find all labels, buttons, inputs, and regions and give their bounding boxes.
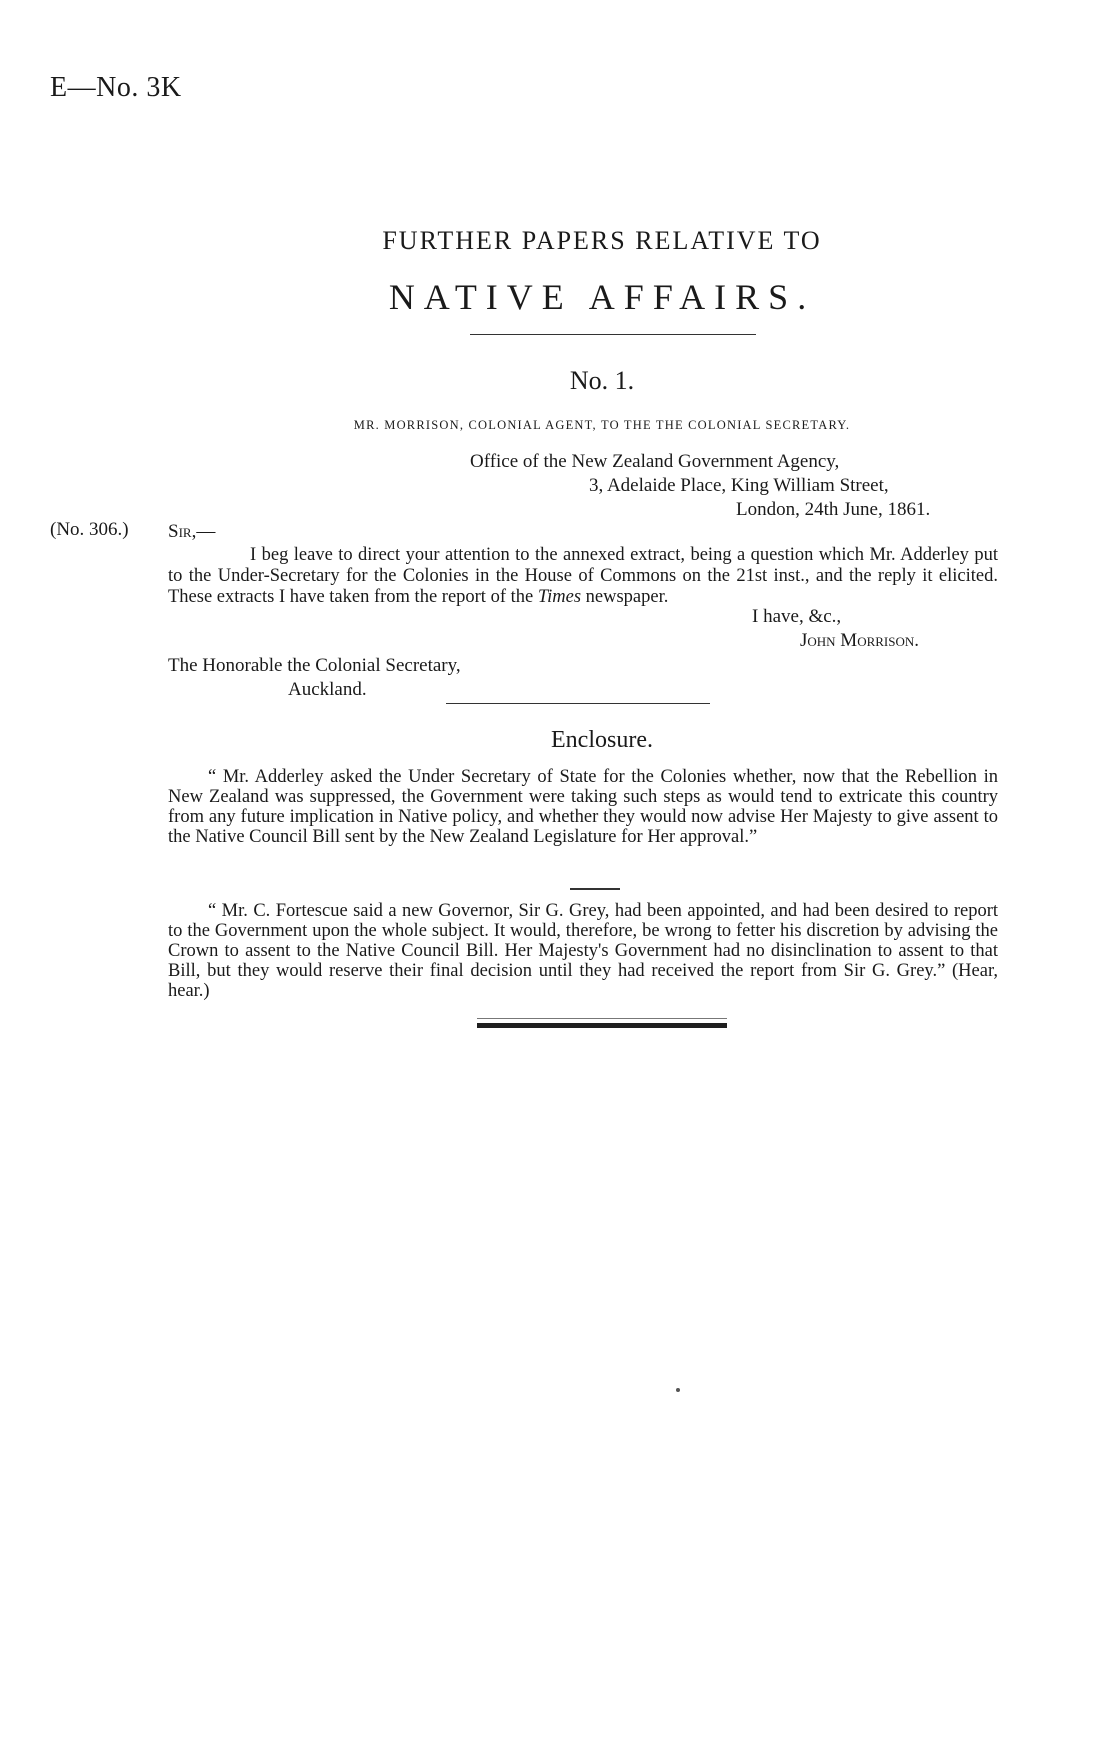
address-line-2: 3, Adelaide Place, King William Street, [589, 475, 889, 496]
letter-body [168, 545, 998, 608]
document-number: No. 1. [569, 366, 635, 395]
title-divider [470, 334, 756, 335]
enclosure-paragraph-2 [168, 901, 998, 1001]
enclosure-heading: Enclosure. [551, 727, 653, 753]
letter-body-text-end: newspaper. [581, 587, 669, 607]
newspaper-title: Times [537, 587, 582, 607]
address-line-3: London, 24th June, 1861. [736, 499, 931, 520]
enclosure-paragraph-1 [168, 767, 998, 847]
recipient-line-1: The Honorable the Colonial Secretary, [168, 655, 461, 676]
enclosure-paragraph-2-text: “ Mr. C. Fortescue said a new Governor, Sir G. Grey, had been appointed, and had been desired to report to the Government upon the whole subject. It would, therefore, be wrong to fetter his discretion by advising the Crown to assent to the Native Council Bill. Her Majesty's Government had no disinclination to assent to that Bill, but they would reserve their final decision until they had received the report from Sir G. Grey.” (Hear, hear.) [168, 901, 998, 1001]
document-title-line2: NATIVE AFFAIRS. [388, 277, 816, 317]
enclosure-divider [446, 703, 710, 704]
enclosure-paragraph-1-text: “ Mr. Adderley asked the Under Secretary of State for the Colonies whether, now that the Rebellion in New Zealand was suppressed, the Government were taking such steps as would tend to extricate this country from any future implication in Native policy, and whether they would now advise Her Majesty to give assent to the Native Council Bill sent by the New Zealand Legislature for Her approval.” [168, 767, 998, 847]
letter-body-text: I beg leave to direct your attention to the annexed extract, being a question which Mr. Adderley put to the Under-Secretary for the Colonies in the House of Commons on the 21st inst., and the reply it elicited. These extracts I have taken from the report of the [168, 545, 998, 607]
signature: John Morrison. [800, 630, 920, 651]
document-title-line1: FURTHER PAPERS RELATIVE TO [382, 226, 822, 255]
recipient-line-2: Auckland. [288, 679, 367, 700]
end-rule-thin [477, 1018, 727, 1019]
closing: I have, &c., [752, 606, 842, 627]
salutation: Sir,— [168, 521, 216, 542]
address-line-1: Office of the New Zealand Government Agency, [470, 451, 840, 472]
print-speck [676, 1388, 680, 1392]
page-identifier: E—No. 3K [50, 72, 182, 103]
paragraph-divider [570, 888, 620, 890]
reference-number: (No. 306.) [50, 519, 129, 540]
end-rule-thick [477, 1023, 727, 1028]
letter-heading: MR. MORRISON, COLONIAL AGENT, TO THE THE COLONIAL SECRETARY. [353, 418, 851, 432]
